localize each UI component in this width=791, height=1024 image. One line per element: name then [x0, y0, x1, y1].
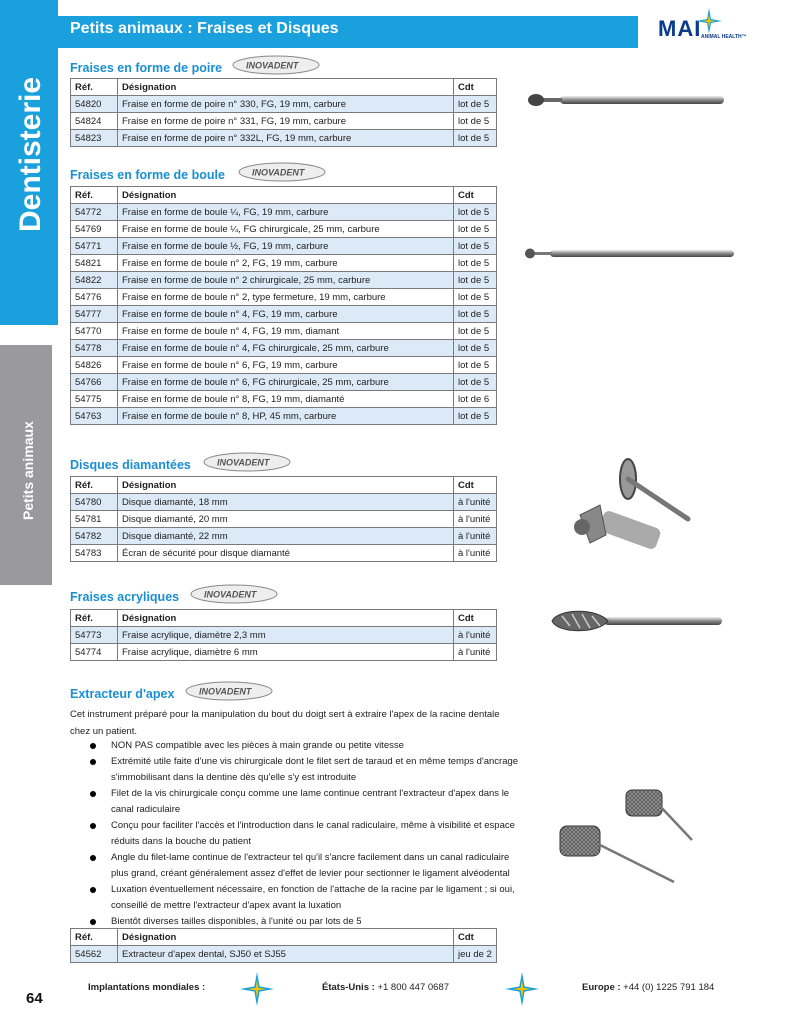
- table-disques: [70, 476, 497, 562]
- table-row: 54562 Extracteur d'apex dental, SJ50 et SJ55 jeu de 2: [71, 946, 497, 963]
- sidebar-section-label: Dentisterie: [14, 76, 47, 232]
- list-item: NON PAS compatible avec les pièces à main grande ou petite vitesse: [70, 738, 520, 754]
- inovadent-logo-icon: [185, 680, 275, 702]
- bullet-icon: [90, 919, 96, 925]
- inovadent-logo-icon: [203, 451, 293, 473]
- col-designation: Désignation: [118, 187, 454, 204]
- logo-subtitle: ANIMAL HEALTH™: [701, 34, 747, 40]
- table-acryliques: [70, 609, 497, 661]
- svg-text:INOVADENT: INOVADENT: [204, 589, 257, 600]
- col-qty: Cdt: [454, 610, 497, 627]
- col-designation: Désignation: [118, 929, 454, 946]
- page-title: Petits animaux : Fraises et Disques: [70, 20, 339, 37]
- table-row: 54776 Fraise en forme de boule n° 2, type fermeture, 19 mm, carbure lot de 5: [71, 289, 497, 306]
- col-designation: Désignation: [118, 79, 454, 96]
- footer-eu-contact: Europe : +44 (0) 1225 791 184: [582, 982, 715, 993]
- col-ref: Réf.: [71, 929, 118, 946]
- inovadent-logo-icon: [232, 54, 322, 76]
- table-row: 54780 Disque diamanté, 18 mm à l'unité: [71, 494, 497, 511]
- acrylic-bur-image: [548, 606, 728, 636]
- col-ref: Réf.: [71, 79, 118, 96]
- apex-extractor-image: [548, 782, 698, 892]
- footer-us-contact: États-Unis : +1 800 447 0687: [322, 982, 450, 993]
- table-row: 54778 Fraise en forme de boule n° 4, FG chirurgicale, 25 mm, carbure lot de 5: [71, 340, 497, 357]
- list-item: Angle du filet-lame continue de l'extracteur tel qu'il s'ancre facilement dans un canal radiculaire plus grand, créant généralement assez d'effet de levier pour sectionner le ligament alvéodental: [70, 850, 520, 882]
- table-apex: [70, 928, 497, 963]
- table-row: 54777 Fraise en forme de boule n° 4, FG, 19 mm, carbure lot de 5: [71, 306, 497, 323]
- svg-text:INOVADENT: INOVADENT: [217, 457, 270, 468]
- table-row: 54821 Fraise en forme de boule n° 2, FG, 19 mm, carbure lot de 5: [71, 255, 497, 272]
- table-row: 54823 Fraise en forme de poire n° 332L, FG, 19 mm, carbure lot de 5: [71, 130, 497, 147]
- pear-bur-image: [520, 88, 730, 114]
- list-item: Luxation éventuellement nécessaire, en fonction de l'attache de la racine par le ligament ; si oui, conseillé de mettre l'extracteur d'apex avant la luxation: [70, 882, 520, 914]
- inovadent-logo-icon: [190, 583, 280, 605]
- table-row: 54773 Fraise acrylique, diamètre 2,3 mm à l'unité: [71, 627, 497, 644]
- table-row: 54782 Disque diamanté, 22 mm à l'unité: [71, 528, 497, 545]
- svg-text:INOVADENT: INOVADENT: [199, 686, 252, 697]
- table-row: 54769 Fraise en forme de boule ¼, FG chirurgicale, 25 mm, carbure lot de 5: [71, 221, 497, 238]
- table-row: 54766 Fraise en forme de boule n° 6, FG chirurgicale, 25 mm, carbure lot de 5: [71, 374, 497, 391]
- svg-text:INOVADENT: INOVADENT: [246, 60, 299, 71]
- table-row: 54783 Écran de sécurité pour disque diamanté à l'unité: [71, 545, 497, 562]
- col-qty: Cdt: [454, 929, 497, 946]
- list-item: Conçu pour faciliter l'accès et l'introduction dans le canal radiculaire, même à visibilité et espace réduits dans la bouche du patient: [70, 818, 520, 850]
- table-row: 54822 Fraise en forme de boule n° 2 chirurgicale, 25 mm, carbure lot de 5: [71, 272, 497, 289]
- bullet-icon: [90, 791, 96, 797]
- apex-bullet-list: [70, 738, 520, 930]
- section-title-acryliques: Fraises acryliques: [70, 590, 180, 604]
- bullet-icon: [90, 855, 96, 861]
- logo-text: MAI: [658, 16, 702, 41]
- col-designation: Désignation: [118, 477, 454, 494]
- list-item: Filet de la vis chirurgicale conçu comme une lame continue centrant l'extracteur d'apex dans le canal radiculaire: [70, 786, 520, 818]
- bullet-icon: [90, 823, 96, 829]
- diamond-disc-image: [560, 455, 700, 575]
- table-row: 54763 Fraise en forme de boule n° 8, HP, 45 mm, carbure lot de 5: [71, 408, 497, 425]
- section-title-apex: Extracteur d'apex: [70, 687, 175, 701]
- table-row: 54771 Fraise en forme de boule ½, FG, 19 mm, carbure lot de 5: [71, 238, 497, 255]
- list-item: Extrémité utile faite d'une vis chirurgicale dont le filet sert de taraud et en même temps d'ancrage s'immobilisant dans la dentine dès qu'elle s'y est introduite: [70, 754, 520, 786]
- table-poire: [70, 78, 497, 147]
- section-title-boule: Fraises en forme de boule: [70, 168, 225, 182]
- table-row: 54781 Disque diamanté, 20 mm à l'unité: [71, 511, 497, 528]
- bullet-icon: [90, 759, 96, 765]
- company-logo: [654, 6, 764, 48]
- bullet-icon: [90, 887, 96, 893]
- table-row: 54824 Fraise en forme de poire n° 331, FG, 19 mm, carbure lot de 5: [71, 113, 497, 130]
- table-row: 54826 Fraise en forme de boule n° 6, FG, 19 mm, carbure lot de 5: [71, 357, 497, 374]
- inovadent-logo-icon: [238, 161, 328, 183]
- round-bur-image: [520, 242, 740, 266]
- col-qty: Cdt: [454, 477, 497, 494]
- bullet-icon: [90, 743, 96, 749]
- apex-intro: Cet instrument préparé pour la manipulation du bout du doigt sert à extraire l'apex de la racine dentale chez un patient.: [70, 709, 500, 737]
- table-row: 54774 Fraise acrylique, diamètre 6 mm à l'unité: [71, 644, 497, 661]
- section-title-disques: Disques diamantées: [70, 458, 191, 472]
- section-title-poire: Fraises en forme de poire: [70, 61, 223, 75]
- star-icon: [240, 972, 274, 1006]
- star-icon: [505, 972, 539, 1006]
- page-number: 64: [26, 990, 43, 1007]
- col-qty: Cdt: [454, 79, 497, 96]
- col-qty: Cdt: [454, 187, 497, 204]
- sidebar-category-label: Petits animaux: [20, 421, 36, 520]
- table-row: 54775 Fraise en forme de boule n° 8, FG, 19 mm, diamanté lot de 6: [71, 391, 497, 408]
- svg-text:INOVADENT: INOVADENT: [252, 167, 305, 178]
- table-row: 54770 Fraise en forme de boule n° 4, FG, 19 mm, diamant lot de 5: [71, 323, 497, 340]
- col-designation: Désignation: [118, 610, 454, 627]
- table-boule: [70, 186, 497, 425]
- logo-star-icon: [696, 8, 722, 34]
- list-item: Bientôt diverses tailles disponibles, à l'unité ou par lots de 5: [70, 914, 520, 930]
- table-row: 54772 Fraise en forme de boule ¼, FG, 19 mm, carbure lot de 5: [71, 204, 497, 221]
- table-row: 54820 Fraise en forme de poire n° 330, FG, 19 mm, carbure lot de 5: [71, 96, 497, 113]
- col-ref: Réf.: [71, 610, 118, 627]
- col-ref: Réf.: [71, 187, 118, 204]
- footer-implant-label: Implantations mondiales :: [88, 982, 206, 993]
- col-ref: Réf.: [71, 477, 118, 494]
